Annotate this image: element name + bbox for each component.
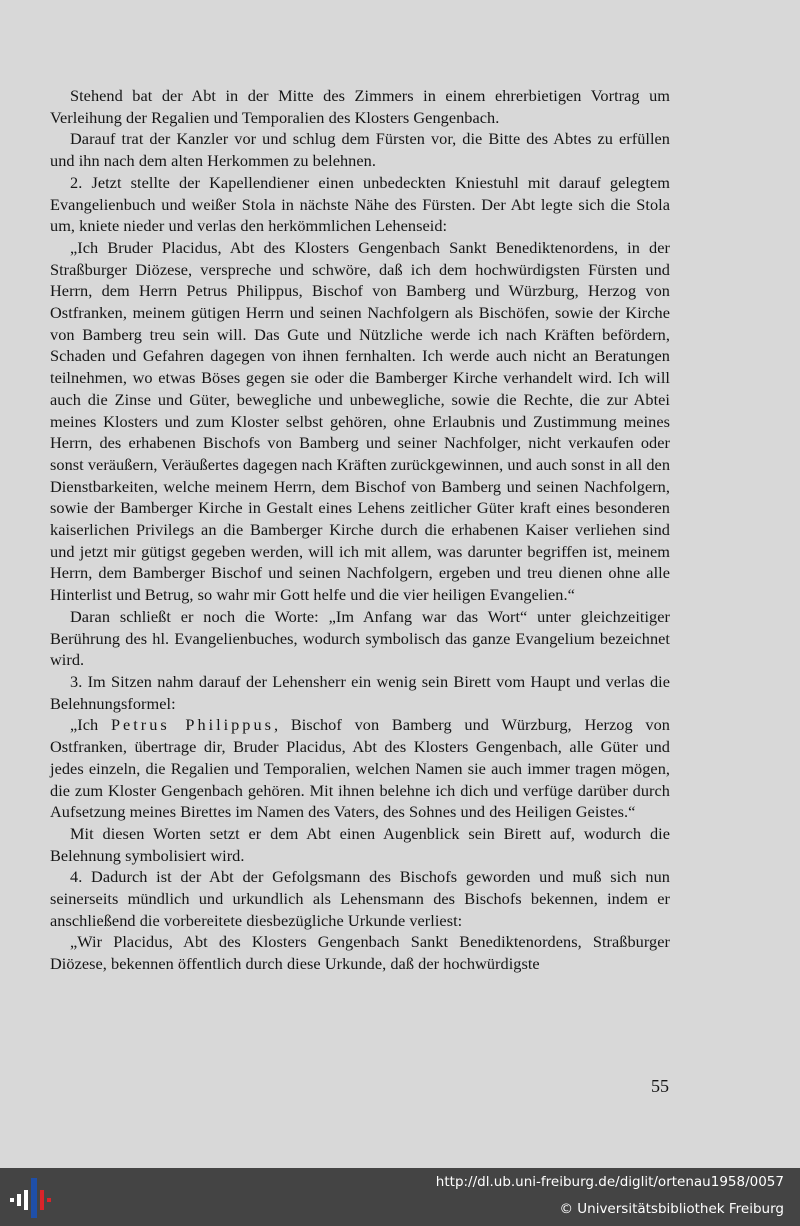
paragraph: Stehend bat der Abt in der Mitte des Zimmers in einem ehrerbietigen Vortrag um Verleihung der Regalien und Temporalien des Klosters Gengenbach. bbox=[50, 86, 670, 127]
formula-rest: , Bischof von Bamberg und Würzburg, Herzog von Ostfranken, übertrage dir, Bruder Placidus, Abt des Klosters Gengenbach, alle Güter und jedes einzeln, die Regalien und Temporalien, welchen Namen sie auch immer tragen mögen, die zum Kloster Gengenbach gehören. Mit ihnen belehne ich dich und verfüge darüber durch Aufsetzung meines Birettes im Namen des Vaters, des Sohnes und des Heiligen Geistes.“ bbox=[50, 715, 670, 822]
paragraph: 4. Dadurch ist der Abt der Gefolgsmann des Bischofs geworden und muß sich nun seinerseits mündlich und urkundlich als Lehensmann des Bischofs bekennen, indem er anschließend die vorbereitete diesbezügliche Urkunde verliest: bbox=[50, 867, 670, 930]
paragraph: Mit diesen Worten setzt er dem Abt einen Augenblick sein Birett auf, wodurch die Belehnung symbolisiert wird. bbox=[50, 823, 670, 865]
belehnungsformel-paragraph bbox=[50, 714, 670, 823]
paragraph: „Ich Bruder Placidus, Abt des Klosters Gengenbach Sankt Benediktenordens, in der Straßburger Diözese, verspreche und schwöre, daß ich dem hochwürdigsten Fürsten und Herrn, dem Herrn Petrus Philippus, Bischof von Bamberg und Würzburg, Herzog von Ostfranken, meinem gütigen Herrn und seinen Nachfolgern als Bischöfen, sowie der Kirche von Bamberg treu sein will. Das Gute und Nützliche werde ich nach Kräften befördern, Schaden und Gefahren dagegen von ihnen fernhalten. Ich werde auch nicht an Beratungen teilnehmen, wo etwas Böses gegen sie oder die Bamberger Kirche verhandelt wird. Ich will auch die Zinse und Güter, bewegliche und unbewegliche, sowie die Rechte, die zur Abtei meines Klosters und zum Kloster selbst gehören, ohne Erlaubnis und Zustimmung meines Herrn, des erhabenen Bischofs von Bamberg und seiner Nachfolger, nicht verkaufen oder sonst veräußern, Veräußertes dagegen nach Kräften zurückgewinnen, und auch sonst in all den Dienstbarkeiten, welche meinem Herrn, dem Bischof von Bamberg und seinen Nachfolgern, sowie der Bamberger Kirche in Gestalt eines Lehens zeitlicher Güter kraft eines besonderen kaiserlichen Privilegs an die Bamberger Kirche durch die erhabenen Kaiser verliehen sind und jetzt mir gütigst gegeben werden, will ich mit allem, was darunter begriffen ist, meinem Herrn, dem Bamberger Bischof und seinen Nachfolgern, ergeben und treu dienen ohne alle Hinterlist und Betrug, so wahr mir Gott helfe und die vier heiligen Evangelien.“ bbox=[50, 237, 671, 605]
page-number: 55 bbox=[651, 1076, 669, 1096]
paragraph: 3. Im Sitzen nahm darauf der Lehensherr ein wenig sein Birett vom Haupt und verlas die Belehnungsformel: bbox=[50, 671, 670, 713]
paragraph: Daran schließt er noch die Worte: „Im Anfang war das Wort“ unter gleichzeitiger Berührung des hl. Evangelienbuches, wodurch symbolisch das ganze Evangelium bezeichnet wird. bbox=[50, 606, 670, 670]
ub-freiburg-logo-icon bbox=[10, 1176, 52, 1220]
paragraph: 2. Jetzt stellte der Kapellendiener einen unbedeckten Kniestuhl mit darauf gelegtem Evangelienbuch und weißer Stola in nächste Nähe des Fürsten. Der Abt legte sich die Stola um, kniete nieder und verlas den herkömmlichen Lehenseid: bbox=[50, 172, 670, 236]
page-text bbox=[50, 85, 670, 975]
source-url-link[interactable]: http://dl.ub.uni-freiburg.de/diglit/ortenau1958/0057 bbox=[435, 1174, 784, 1190]
viewer-footer bbox=[0, 1168, 800, 1226]
formula-start: „Ich bbox=[70, 715, 111, 735]
copyright-notice: © Universitätsbibliothek Freiburg bbox=[559, 1201, 784, 1217]
paragraph: „Wir Placidus, Abt des Klosters Gengenbach Sankt Benediktenordens, Straßburger Diözese, bekennen öffentlich durch diese Urkunde, daß der hochwürdigste bbox=[50, 932, 670, 974]
paragraph: Darauf trat der Kanzler vor und schlug dem Fürsten vor, die Bitte des Abtes zu erfüllen und ihn nach dem alten Herkommen zu belehnen. bbox=[50, 129, 670, 171]
letterspaced-name: Petrus Philippus bbox=[110, 715, 274, 735]
